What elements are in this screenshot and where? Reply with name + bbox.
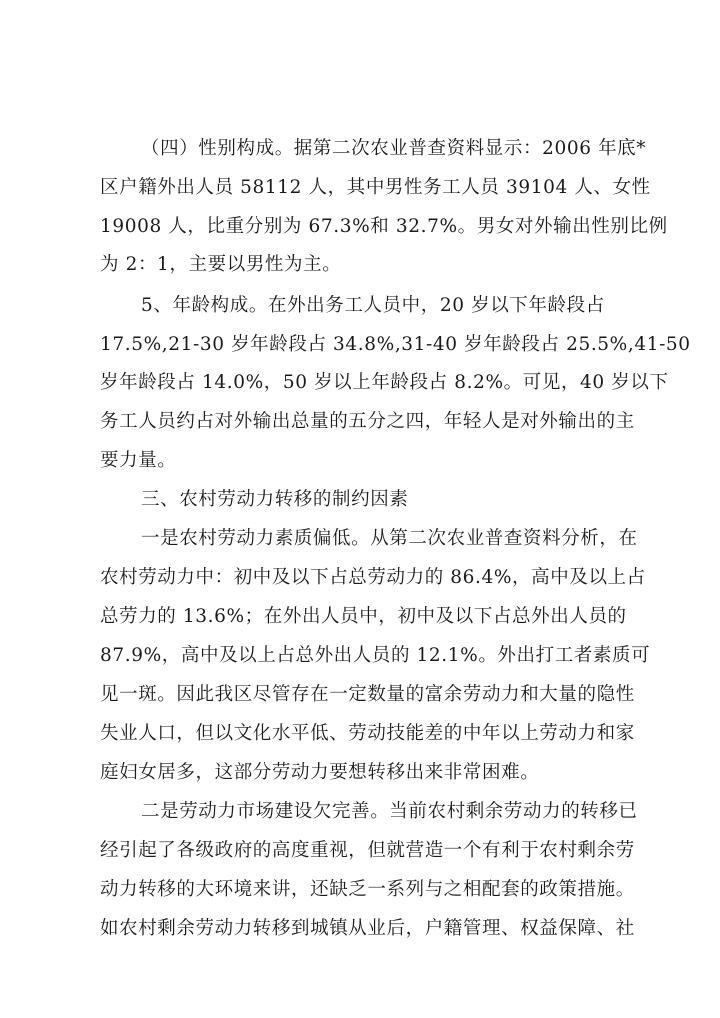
text-line: 农村劳动力中：初中及以下占总劳动力的 86.4%，高中及以上占 — [100, 567, 646, 588]
text-line: 要力量。 — [100, 450, 177, 471]
text-line: 经引起了各级政府的高度重视，但就营造一个有利于农村剩余劳 — [100, 840, 635, 861]
text-line: 一是农村劳动力素质偏低。从第二次农业普查资料分析，在 — [141, 528, 638, 549]
text-line: 务工人员约占对外输出总量的五分之四，年轻人是对外输出的主 — [100, 411, 635, 432]
text-line: （四）性别构成。据第二次农业普查资料显示：2006 年底* — [141, 138, 647, 159]
text-line: 如农村剩余劳动力转移到城镇从业后，户籍管理、权益保障、社 — [100, 918, 635, 939]
text-line: 87.9%，高中及以上占总外出人员的 12.1%。外出打工者素质可 — [100, 645, 651, 666]
text-line: 为 2：1，主要以男性为主。 — [100, 254, 342, 275]
text-line: 5、年龄构成。在外出务工人员中，20 岁以下年龄段占 — [141, 295, 605, 316]
text-line: 区户籍外出人员 58112 人，其中男性务工人员 39104 人、女性 — [100, 177, 651, 198]
text-line: 动力转移的大环境来讲，还缺乏一系列与之相配套的政策措施。 — [100, 879, 635, 900]
text-line: 17.5%,21-30 岁年龄段占 34.8%,31-40 岁年龄段占 25.5%,41-50 — [100, 334, 691, 355]
text-line: 庭妇女居多，这部分劳动力要想转移出来非常困难。 — [100, 762, 540, 783]
text-line: 岁年龄段占 14.0%，50 岁以上年龄段占 8.2%。可见，40 岁以下 — [100, 372, 669, 393]
text-line: 失业人口，但以文化水平低、劳动技能差的中年以上劳动力和家 — [100, 723, 635, 744]
text-line: 总劳力的 13.6%；在外出人员中，初中及以下占总外出人员的 — [100, 606, 627, 627]
section-heading: 三、农村劳动力转移的制约因素 — [141, 489, 409, 510]
text-line: 二是劳动力市场建设欠完善。当前农村剩余劳动力的转移已 — [141, 801, 638, 822]
text-line: 见一斑。因此我区尽管存在一定数量的富余劳动力和大量的隐性 — [100, 684, 635, 705]
text-line: 19008 人，比重分别为 67.3%和 32.7%。男女对外输出性别比例 — [100, 216, 668, 237]
